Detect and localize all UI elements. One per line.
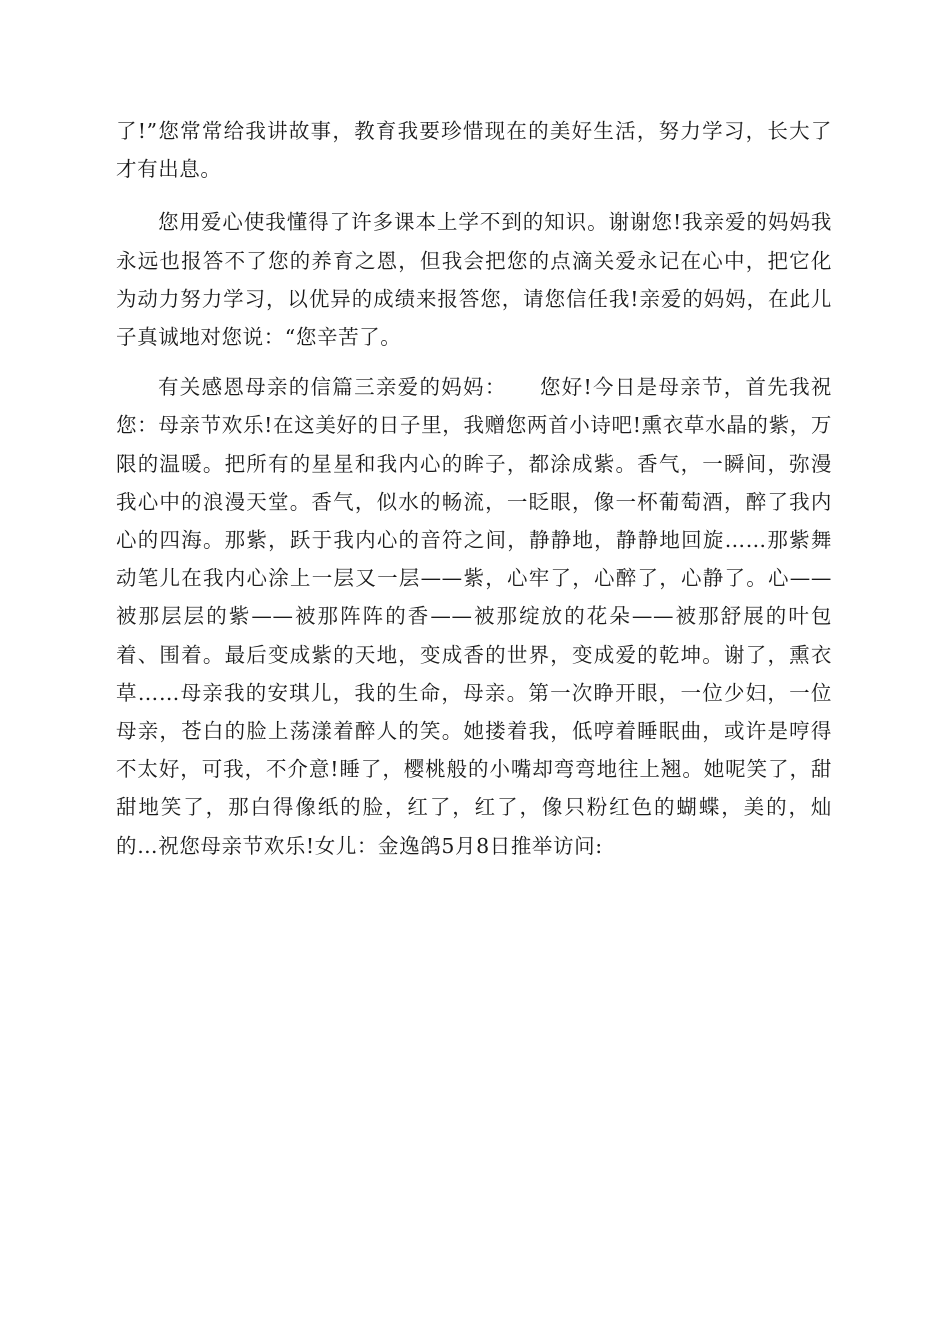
paragraph-gratitude: 您用爱心使我懂得了许多课本上学不到的知识。谢谢您!我亲爱的妈妈我永远也报答不了您的养育之恩，但我会把您的点滴关爱永记在心中，把它化为动力努力学习，以优异的成绩来报答您，请您信任我!亲爱的妈妈，在此儿子真诚地对您说：“您辛苦了。 xyxy=(116,210,832,350)
paragraph-letter-three: 有关感恩母亲的信篇三亲爱的妈妈： 您好!今日是母亲节，首先我祝您：母亲节欢乐!在这美好的日子里，我赠您两首小诗吧!熏衣草水晶的紫，万限的温暖。把所有的星星和我内心的眸子，都涂成紫。香气，一瞬间，弥漫我心中的浪漫天堂。香气，似水的畅流，一眨眼，像一杯葡萄酒，醉了我内心的四海。那紫，跃于我内心的音符之间，静静地，静静地回旋……那紫舞动笔儿在我内心涂上一层又一层——紫，心牢了，心醉了，心静了。心——被那层层的紫——被那阵阵的香——被那绽放的花朵——被那舒展的叶包着、围着。最后变成紫的天地，变成香的世界，变成爱的乾坤。谢了，熏衣草……母亲我的安琪儿，我的生命，母亲。第一次睁开眼，一位少妇，一位母亲，苍白的脸上荡漾着醉人的笑。她搂着我，低哼着睡眠曲，或许是哼得不太好，可我，不介意!睡了，樱桃般的小嘴却弯弯地往上翘。她呢笑了，甜甜地笑了，那白得像纸的脸，红了，红了，像只粉红色的蝴蝶，美的，灿的…祝您母亲节欢乐!女儿：金逸鸽5月8日推举访问: xyxy=(116,375,832,858)
paragraph-continuation: 了!”您常常给我讲故事，教育我要珍惜现在的美好生活，努力学习，长大了才有出息。 xyxy=(116,119,832,182)
document-body xyxy=(116,112,832,865)
